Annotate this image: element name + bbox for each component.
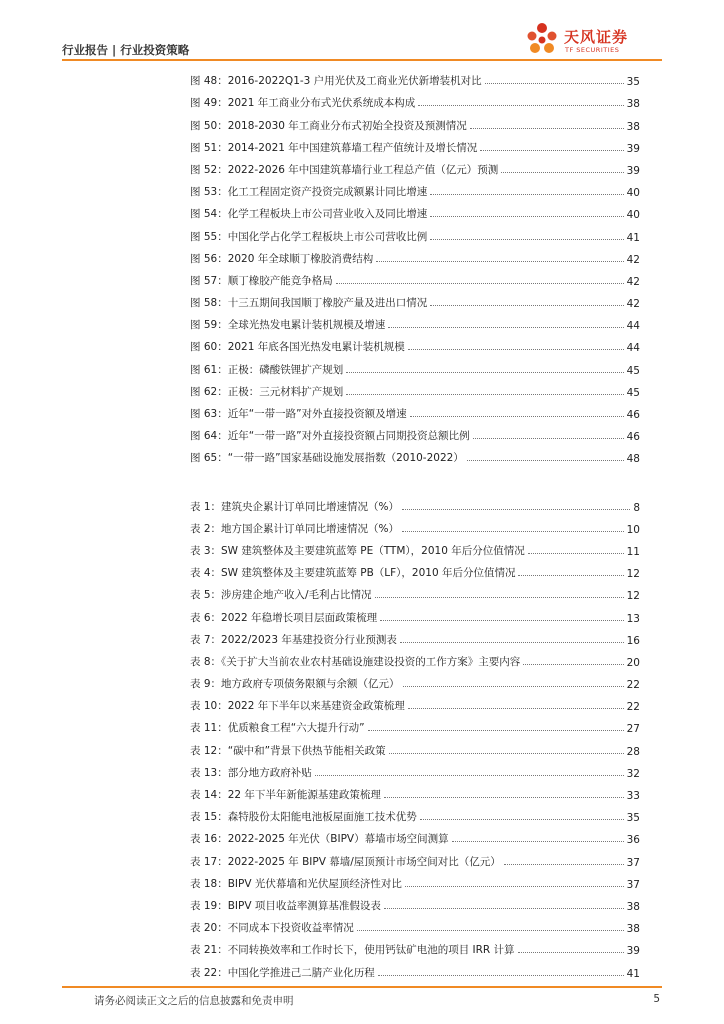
dot-leader (400, 642, 624, 643)
table-toc-row[interactable] (190, 602, 640, 624)
toc-entry-page: 20 (626, 656, 640, 669)
toc-entry-label: 表 9：地方政府专项债务限额与余额（亿元） (190, 678, 400, 691)
table-toc-row[interactable] (190, 491, 640, 513)
dot-leader (346, 372, 623, 373)
table-list (190, 491, 640, 979)
toc-entry-label: 图 56：2020 年全球顺丁橡胶消费结构 (190, 252, 374, 265)
dot-leader (420, 819, 624, 820)
table-toc-row[interactable] (190, 846, 640, 868)
report-category: 行业报告 | 行业投资策略 (62, 43, 190, 57)
toc-entry-page: 42 (626, 275, 640, 288)
toc-entry-page: 32 (626, 767, 640, 780)
toc-entry-page: 44 (626, 342, 640, 355)
figure-toc-row[interactable] (190, 310, 640, 332)
toc-entry-page: 8 (633, 501, 640, 514)
toc-entry-page: 38 (626, 923, 640, 936)
dot-leader (378, 975, 624, 976)
toc-entry-page: 38 (626, 900, 640, 913)
toc-entry-page: 44 (626, 320, 640, 333)
toc-entry-label: 表 2：地方国企累计订单同比增速情况（%） (190, 522, 399, 535)
footer-divider (62, 986, 662, 988)
toc-entry-label: 表 7：2022/2023 年基建投资分行业预测表 (190, 633, 397, 646)
dot-leader (402, 509, 630, 510)
table-of-contents (190, 66, 640, 980)
logo-text-cn: 天风证券 (564, 28, 629, 46)
dot-leader (380, 620, 624, 621)
toc-entry-label: 表 16：2022-2025 年光伏（BIPV）幕墙市场空间测算 (190, 833, 449, 846)
tf-securities-logo (522, 22, 662, 58)
table-toc-row[interactable] (190, 957, 640, 979)
table-toc-row[interactable] (190, 713, 640, 735)
figure-toc-row[interactable] (190, 399, 640, 421)
toc-entry-page: 28 (626, 745, 640, 758)
toc-entry-label: 图 54：化学工程板块上市公司营业收入及同比增速 (190, 208, 428, 221)
figure-toc-row[interactable] (190, 133, 640, 155)
toc-entry-page: 45 (626, 386, 640, 399)
toc-entry-page: 37 (626, 878, 640, 891)
dot-leader (452, 841, 624, 842)
figure-toc-row[interactable] (190, 177, 640, 199)
figure-toc-row[interactable] (190, 221, 640, 243)
dot-leader (384, 797, 624, 798)
figure-toc-row[interactable] (190, 155, 640, 177)
toc-entry-page: 45 (626, 364, 640, 377)
logo-petal-icon (522, 22, 562, 58)
dot-leader (418, 105, 623, 106)
toc-entry-page: 37 (626, 856, 640, 869)
table-toc-row[interactable] (190, 758, 640, 780)
toc-entry-page: 39 (626, 945, 640, 958)
dot-leader (402, 531, 624, 532)
footer-disclaimer: 请务必阅读正文之后的信息披露和免责申明 (94, 995, 294, 1007)
dot-leader (518, 952, 624, 953)
dot-leader (408, 349, 624, 350)
dot-leader (430, 194, 623, 195)
figure-toc-row[interactable] (190, 88, 640, 110)
toc-entry-label: 图 50：2018-2030 年工商业分布式初始全投资及预测情况 (190, 119, 467, 132)
table-toc-row[interactable] (190, 869, 640, 891)
toc-entry-label: 表 18：BIPV 光伏幕墙和光伏屋顶经济性对比 (190, 877, 402, 890)
dot-leader (357, 930, 624, 931)
header-divider (62, 59, 662, 61)
dot-leader (376, 261, 623, 262)
dot-leader (346, 394, 623, 395)
dot-leader (410, 416, 624, 417)
dot-leader (403, 686, 624, 687)
toc-entry-label: 图 52：2022-2026 年中国建筑幕墙行业工程总产值（亿元）预测 (190, 163, 499, 176)
figure-toc-row[interactable] (190, 377, 640, 399)
toc-entry-label: 表 22：中国化学推进己二腈产业化历程 (190, 966, 375, 979)
dot-leader (375, 597, 624, 598)
figure-toc-row[interactable] (190, 421, 640, 443)
dot-leader (504, 864, 624, 865)
dot-leader (501, 172, 623, 173)
dot-leader (368, 730, 624, 731)
toc-entry-label: 图 48：2016-2022Q1-3 户用光伏及工商业光伏新增装机对比 (190, 75, 482, 88)
toc-entry-page: 35 (626, 812, 640, 825)
dot-leader (470, 128, 624, 129)
table-toc-row[interactable] (190, 625, 640, 647)
toc-entry-page: 46 (626, 431, 640, 444)
figure-toc-row[interactable] (190, 354, 640, 376)
toc-entry-page: 48 (626, 453, 640, 466)
dot-leader (384, 908, 624, 909)
toc-entry-page: 16 (626, 634, 640, 647)
figure-toc-row[interactable] (190, 110, 640, 132)
table-toc-row[interactable] (190, 913, 640, 935)
table-toc-row[interactable] (190, 824, 640, 846)
table-toc-row[interactable] (190, 691, 640, 713)
table-toc-row[interactable] (190, 735, 640, 757)
toc-entry-label: 图 55：中国化学占化学工程板块上市公司营收比例 (190, 230, 428, 243)
table-toc-row[interactable] (190, 669, 640, 691)
toc-entry-page: 41 (626, 967, 640, 980)
table-toc-row[interactable] (190, 514, 640, 536)
figure-toc-row[interactable] (190, 199, 640, 221)
toc-entry-page: 12 (626, 568, 640, 581)
toc-entry-label: 图 51：2014-2021 年中国建筑幕墙工程产值统计及增长情况 (190, 141, 478, 154)
dot-leader (430, 305, 623, 306)
figure-toc-row[interactable] (190, 443, 640, 465)
dot-leader (430, 239, 623, 240)
figure-toc-row[interactable] (190, 332, 640, 354)
toc-entry-page: 36 (626, 834, 640, 847)
toc-entry-page: 42 (626, 298, 640, 311)
toc-entry-page: 40 (626, 187, 640, 200)
toc-entry-label: 表 20：不同成本下投资收益率情况 (190, 922, 354, 935)
toc-entry-page: 41 (626, 231, 640, 244)
toc-entry-label: 表 21：不同转换效率和工作时长下，使用钙钛矿电池的项目 IRR 计算 (190, 944, 515, 957)
toc-entry-label: 表 4：SW 建筑整体及主要建筑蓝筹 PB（LF），2010 年后分位值情况 (190, 567, 516, 580)
logo-text-en: TF SECURITIES (565, 46, 620, 54)
toc-entry-label: 表 1：建筑央企累计订单同比增速情况（%） (190, 500, 399, 513)
toc-entry-label: 表 12：“碳中和”背景下供热节能相关政策 (190, 744, 386, 757)
toc-entry-page: 38 (626, 98, 640, 111)
toc-entry-label: 表 14：22 年下半年新能源基建政策梳理 (190, 789, 381, 801)
toc-entry-label: 图 53：化工工程固定资产投资完成额累计同比增速 (190, 186, 428, 199)
toc-entry-page: 42 (626, 253, 640, 266)
toc-entry-page: 38 (626, 120, 640, 133)
toc-entry-label: 图 63：近年“一带一路”对外直接投资额及增速 (190, 408, 407, 420)
table-toc-row[interactable] (190, 558, 640, 580)
toc-entry-label: 图 57：顺丁橡胶产能竞争格局 (190, 274, 333, 287)
toc-entry-label: 表 10：2022 年下半年以来基建资金政策梳理 (190, 700, 405, 713)
dot-leader (388, 327, 623, 328)
toc-entry-page: 12 (626, 590, 640, 603)
page-number: 5 (653, 993, 660, 1005)
dot-leader (528, 553, 624, 554)
table-toc-row[interactable] (190, 580, 640, 602)
toc-entry-page: 13 (626, 612, 640, 625)
table-toc-row[interactable] (190, 935, 640, 957)
table-toc-row[interactable] (190, 536, 640, 558)
toc-entry-label: 图 49：2021 年工商业分布式光伏系统成本构成 (190, 97, 416, 110)
toc-entry-page: 33 (626, 790, 640, 802)
toc-entry-page: 22 (626, 679, 640, 692)
toc-entry-page: 40 (626, 209, 640, 222)
toc-entry-label: 表 15：森特股份太阳能电池板屋面施工技术优势 (190, 811, 417, 824)
toc-entry-label: 表 8：《关于扩大当前农业农村基础设施建设投资的工作方案》主要内容 (190, 655, 521, 668)
toc-entry-page: 27 (626, 723, 640, 736)
toc-entry-label: 图 62：正极：三元材料扩产规划 (190, 385, 344, 398)
toc-entry-label: 表 6：2022 年稳增长项目层面政策梳理 (190, 611, 378, 624)
dot-leader (430, 216, 623, 217)
dot-leader (473, 438, 624, 439)
dot-leader (389, 753, 624, 754)
toc-entry-page: 11 (626, 545, 640, 558)
toc-entry-label: 图 60：2021 年底各国光热发电累计装机规模 (190, 341, 405, 354)
toc-entry-page: 46 (626, 409, 640, 421)
toc-entry-page: 10 (626, 523, 640, 536)
dot-leader (523, 664, 623, 665)
toc-entry-label: 图 59：全球光热发电累计装机规模及增速 (190, 319, 386, 332)
dot-leader (315, 775, 624, 776)
toc-entry-label: 表 13：部分地方政府补贴 (190, 766, 312, 779)
toc-entry-label: 图 65：“一带一路”国家基础设施发展指数（2010-2022） (190, 452, 464, 465)
figure-toc-row[interactable] (190, 66, 640, 88)
toc-entry-label: 表 3：SW 建筑整体及主要建筑蓝筹 PE（TTM），2010 年后分位值情况 (190, 544, 525, 557)
toc-entry-page: 39 (626, 164, 640, 177)
dot-leader (467, 460, 624, 461)
toc-entry-label: 表 19：BIPV 项目收益率测算基准假设表 (190, 899, 381, 912)
section-gap (190, 465, 640, 491)
toc-entry-label: 表 17：2022-2025 年 BIPV 幕墙/屋顶预计市场空间对比（亿元） (190, 855, 501, 868)
figure-toc-row[interactable] (190, 244, 640, 266)
figure-toc-row[interactable] (190, 288, 640, 310)
table-toc-row[interactable] (190, 647, 640, 669)
table-toc-row[interactable] (190, 891, 640, 913)
toc-entry-label: 图 61：正极：磷酸铁锂扩产规划 (190, 363, 344, 376)
dot-leader (485, 83, 624, 84)
toc-entry-label: 表 5：涉房建企地产收入/毛利占比情况 (190, 589, 372, 602)
dot-leader (405, 886, 624, 887)
toc-entry-label: 图 58：十三五期间我国顺丁橡胶产量及进出口情况 (190, 297, 428, 310)
toc-entry-page: 35 (626, 76, 640, 89)
table-toc-row[interactable] (190, 802, 640, 824)
dot-leader (518, 575, 623, 576)
toc-entry-page: 39 (626, 142, 640, 155)
figure-list (190, 66, 640, 465)
toc-entry-page: 22 (626, 701, 640, 714)
toc-entry-label: 图 64：近年“一带一路”对外直接投资额占同期投资总额比例 (190, 430, 470, 443)
table-toc-row[interactable] (190, 780, 640, 802)
dot-leader (480, 150, 623, 151)
figure-toc-row[interactable] (190, 266, 640, 288)
dot-leader (336, 283, 624, 284)
dot-leader (408, 708, 624, 709)
toc-entry-label: 表 11：优质粮食工程“六大提升行动” (190, 722, 365, 735)
